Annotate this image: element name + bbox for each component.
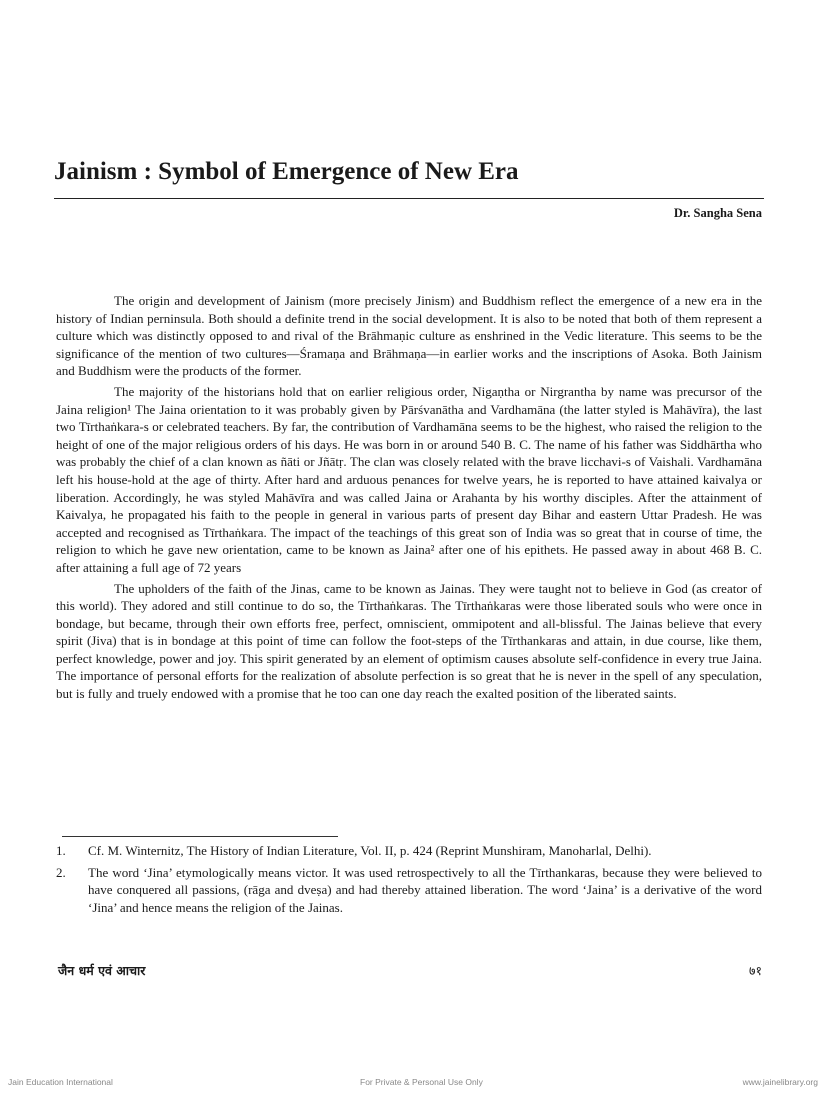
title-divider: [54, 198, 764, 199]
footer-center-text: For Private & Personal Use Only: [360, 1077, 483, 1087]
footnote: [56, 842, 762, 860]
footnote-divider: [62, 836, 338, 837]
running-header-title: जैन धर्म एवं आचार: [58, 963, 146, 978]
paragraph: The majority of the historians hold that on earlier religious order, Nigaṇtha or Nirgrantha by name was precursor of the Jaina religion¹ The Jaina orientation to it was probably given by Pārśvanātha and Vardhamāna (the latter styled is Mahāvīra), the last two Tīrthaṅkara-s or celebrated teachers. By far, the contribution of Vardhamāna seems to be the highest, who raised the religion to the height of one of the major religious orders of his days. He was born in or around 540 B. C. The name of his father was Siddhārtha who was probably the chief of a clan known as ñāti or Jñātṛ. The clan was closely related with the brave licchavi-s of Vaishali. Vardhamāna left his house-hold at the age of thirty. After hard and arduous penances for twelve years, he is reported to have attained kaivalya or liberation. Accordingly, he was styled Mahāvīra and was called Jaina or Arahanta by his worthy disciples. After the attainment of Kaivalya, he propagated his faith to the people in general in various parts of present day Bihar and eastern Uttar Pradesh. He was accepted and recognised as Tīrthaṅkara. The impact of the teachings of this great son of India was so great that in course of time, the religion to which he gave new orientation, came to be known as Jaina² after one of his epithets. He passed away in about 468 B. C. after attaining a full age of 72 years: [56, 383, 762, 575]
footnote-text: Cf. M. Winternitz, The History of Indian Literature, Vol. II, p. 424 (Reprint Munshiram, Manoharlal, Delhi).: [88, 843, 652, 858]
page-number: ७१: [748, 963, 762, 978]
footnote-text: The word ‘Jina’ etymologically means victor. It was used retrospectively to all the Tīrthankaras, because they were believed to have conquered all passions, (rāga and dveṣa) and had thereby attained liberation. The word ‘Jaina’ is a derivative of the word ‘Jina’ and hence means the religion of the Jainas.: [88, 864, 762, 915]
footer-website-link[interactable]: www.jainelibrary.org: [742, 1077, 818, 1087]
footnotes: [56, 842, 762, 920]
footnote-number: 1.: [56, 843, 66, 858]
article-body: [56, 292, 762, 706]
footnote: [56, 864, 762, 917]
paragraph: The origin and development of Jainism (more precisely Jinism) and Buddhism reflect the emergence of a new era in the history of Indian perninsula. Both should a definite trend in the social development. It is also to be noted that both of them represent a culture which was distinctly opposed to and rival of the Brāhmaṇic culture as enshrined in the Vedic literature. This seems to be the significance of the mention of two cultures—Śramaṇa and Brāhmaṇa—in earlier works and the inscriptions of Asoka. Both Jainism and Buddhism were the products of the former.: [56, 293, 762, 379]
author-name: Dr. Sangha Sena: [673, 206, 762, 220]
footnote-number: 2.: [56, 864, 66, 880]
footer-left-text: Jain Education International: [8, 1077, 113, 1087]
paragraph: The upholders of the faith of the Jinas, came to be known as Jainas. They were taught not to believe in God (as creator of this world). They adored and still continue to do so, the Tīrthaṅkaras. The Tīrthaṅkaras were those liberated souls who were once in bondage, but became, through their own efforts free, perfect, omniscient, ommipotent and all-blissful. The Jainas believe that every spirit (Jiva) that is in bondage at this point of time can follow the foot-steps of the Tīrthankaras and attain, in due course, like them, perfect knowledge, power and joy. This spirit generated by an element of optimism causes absolute self-confidence in every true Jaina. The importance of personal efforts for the realization of absolute perfection is so great that he is never in the spell of any speculation, but is fully and truely endowed with a promise that he too can one day reach the exalted position of the liberated saints.: [56, 580, 762, 702]
article-title: Jainism : Symbol of Emergence of New Era: [54, 158, 519, 185]
